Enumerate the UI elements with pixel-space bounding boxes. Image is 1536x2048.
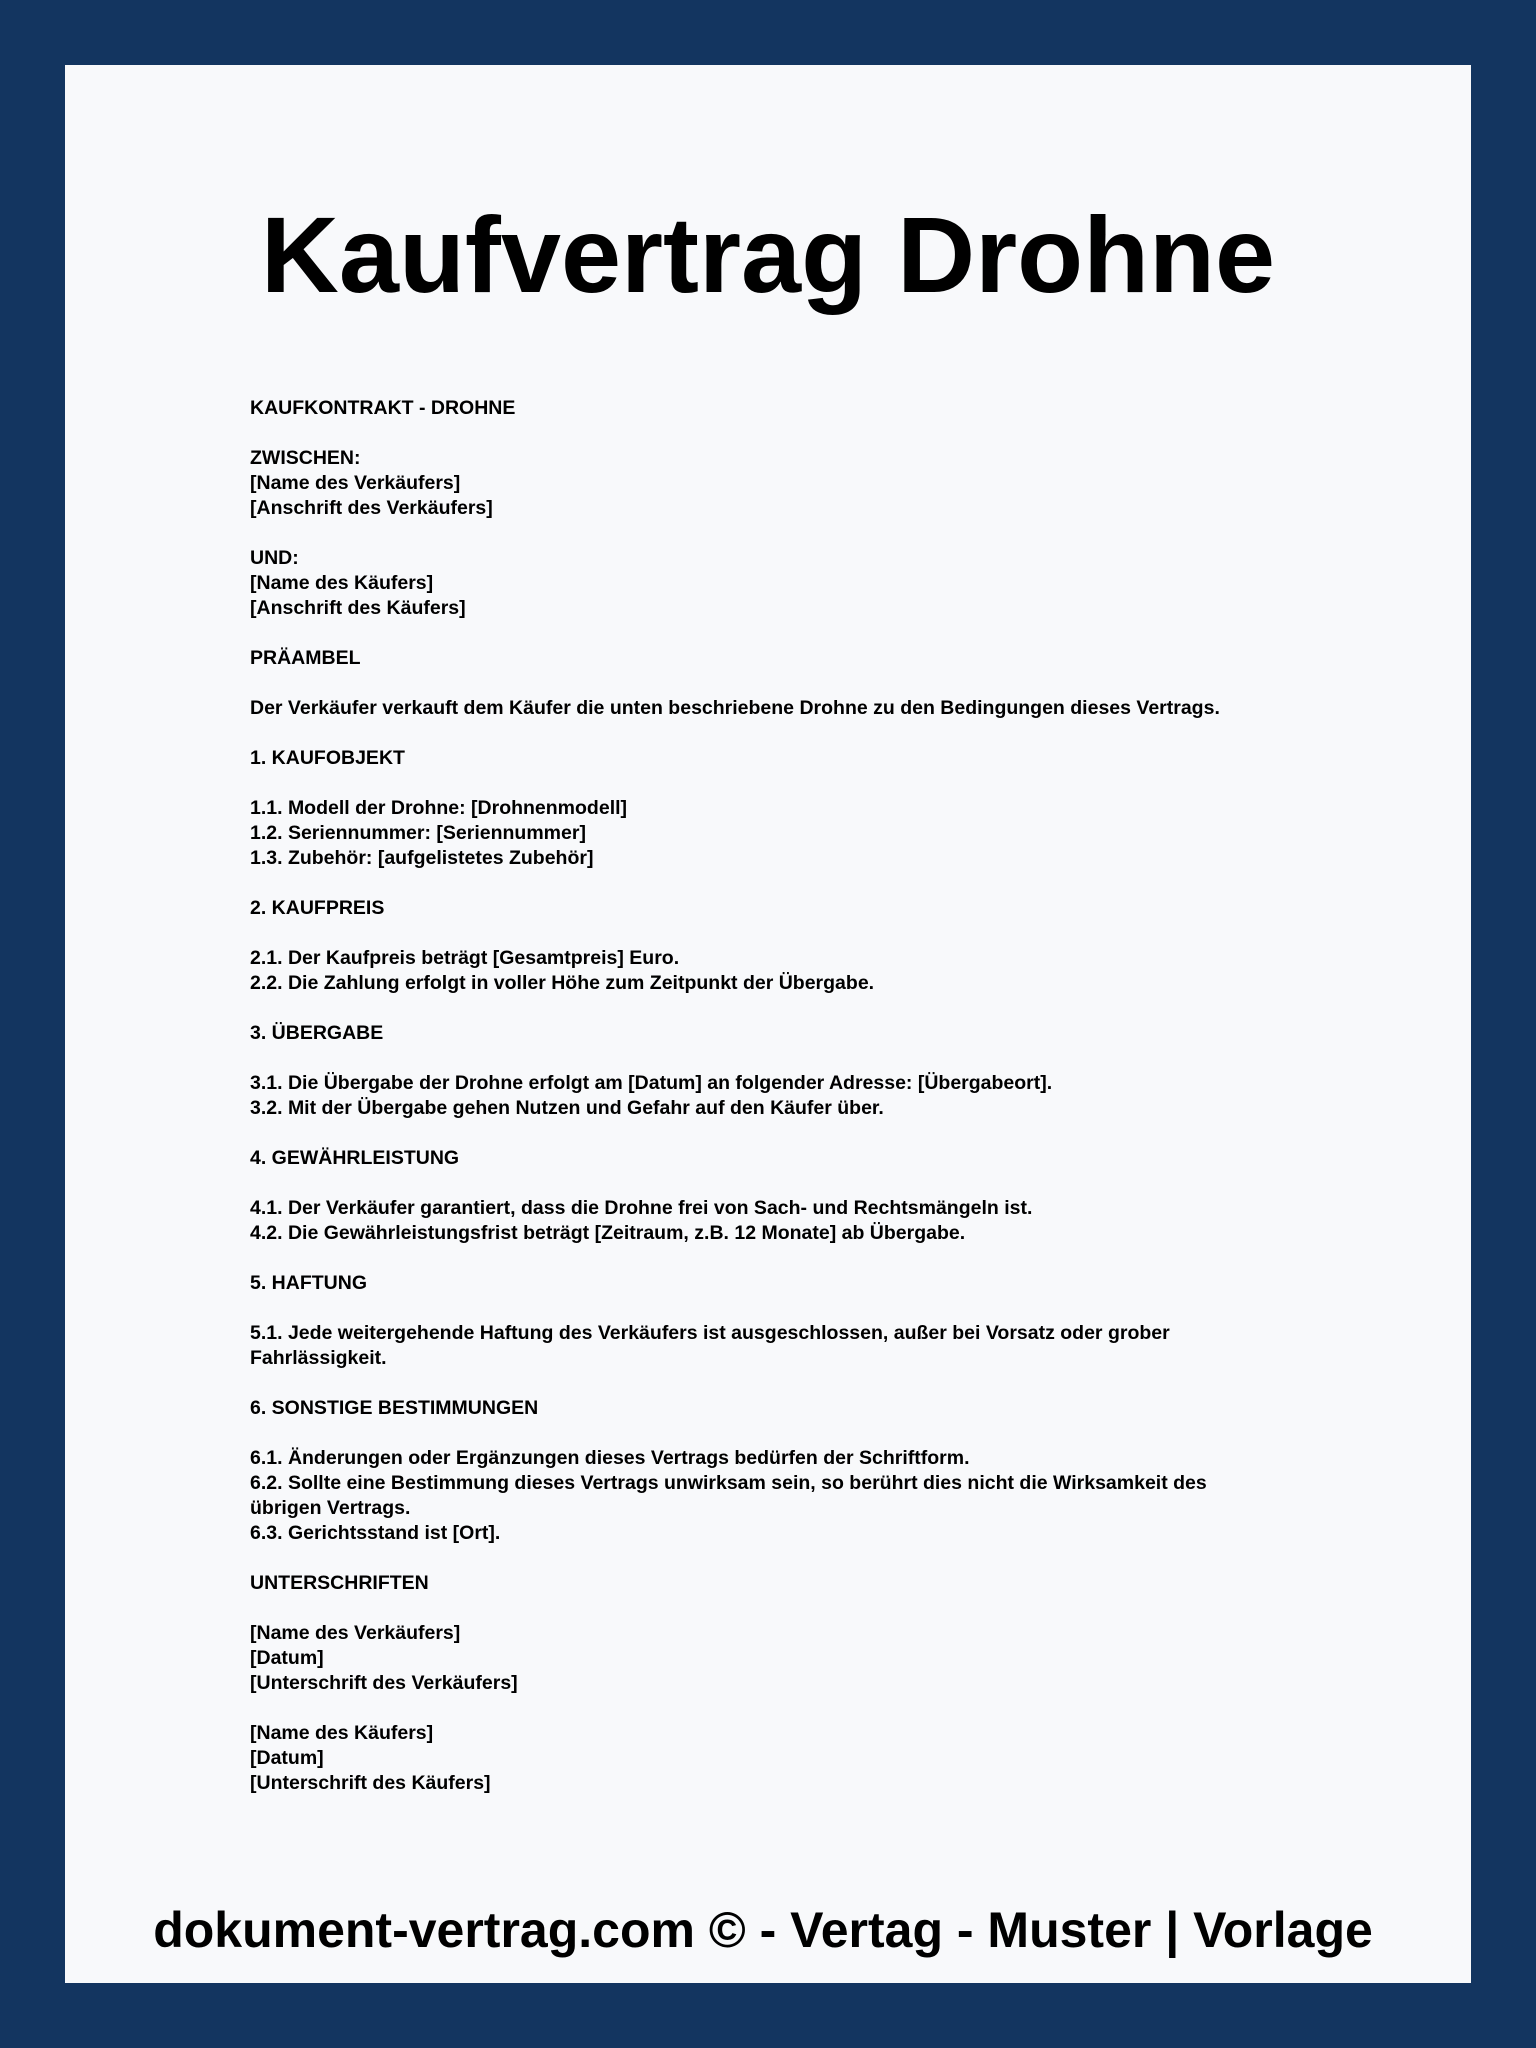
paragraph-line: 1. KAUFOBJEKT <box>250 747 405 769</box>
contract-paragraph <box>250 396 1290 421</box>
paragraph-line: [Anschrift des Käufers] <box>250 597 466 619</box>
paragraph-line: 1.2. Seriennummer: [Seriennummer] <box>250 822 586 844</box>
paragraph-line: 3.2. Mit der Übergabe gehen Nutzen und Gefahr auf den Käufer über. <box>250 1097 884 1119</box>
contract-paragraph <box>250 1146 1290 1171</box>
contract-paragraph <box>250 946 1290 996</box>
contract-paragraph <box>250 896 1290 921</box>
paragraph-line: übrigen Vertrags. <box>250 1497 411 1519</box>
paragraph-line: UNTERSCHRIFTEN <box>250 1572 429 1594</box>
paragraph-line: 6.2. Sollte eine Bestimmung dieses Vertrags unwirksam sein, so berührt dies nicht die Wirksamkeit des <box>250 1472 1207 1494</box>
contract-paragraph <box>250 746 1290 771</box>
paragraph-line: [Name des Käufers] <box>250 1722 434 1744</box>
contract-paragraph <box>250 696 1290 721</box>
paragraph-line: Fahrlässigkeit. <box>250 1347 387 1369</box>
contract-paragraph <box>250 446 1290 521</box>
paragraph-line: [Name des Käufers] <box>250 572 434 594</box>
paragraph-line: 1.3. Zubehör: [aufgelistetes Zubehör] <box>250 847 594 869</box>
paragraph-line: 5. HAFTUNG <box>250 1272 367 1294</box>
contract-paragraph <box>250 1446 1290 1546</box>
paragraph-line: 4.1. Der Verkäufer garantiert, dass die Drohne frei von Sach- und Rechtsmängeln ist. <box>250 1197 1033 1219</box>
contract-paragraph <box>250 1621 1290 1696</box>
paragraph-line: [Name des Verkäufers] <box>250 1622 461 1644</box>
document-body <box>250 396 1290 1821</box>
contract-paragraph <box>250 646 1290 671</box>
paragraph-line: 6.1. Änderungen oder Ergänzungen dieses Vertrags bedürfen der Schriftform. <box>250 1447 970 1469</box>
paragraph-line: UND: <box>250 547 299 569</box>
contract-paragraph <box>250 1196 1290 1246</box>
paragraph-line: 3. ÜBERGABE <box>250 1022 384 1044</box>
contract-paragraph <box>250 1321 1290 1371</box>
contract-paragraph <box>250 1571 1290 1596</box>
contract-paragraph <box>250 796 1290 871</box>
paragraph-line: 5.1. Jede weitergehende Haftung des Verkäufers ist ausgeschlossen, außer bei Vorsatz oder grober <box>250 1322 1170 1344</box>
paragraph-line: [Datum] <box>250 1747 324 1769</box>
paragraph-line: [Unterschrift des Verkäufers] <box>250 1672 518 1694</box>
paragraph-line: KAUFKONTRAKT - DROHNE <box>250 397 516 419</box>
contract-paragraph <box>250 546 1290 621</box>
paragraph-line: 2. KAUFPREIS <box>250 897 385 919</box>
contract-paragraph <box>250 1396 1290 1421</box>
paragraph-line: Der Verkäufer verkauft dem Käufer die unten beschriebene Drohne zu den Bedingungen dieses Vertrags. <box>250 697 1220 719</box>
paragraph-line: [Datum] <box>250 1647 324 1669</box>
contract-paragraph <box>250 1271 1290 1296</box>
paragraph-line: 6.3. Gerichtsstand ist [Ort]. <box>250 1522 501 1544</box>
contract-paragraph <box>250 1021 1290 1046</box>
paragraph-line: [Unterschrift des Käufers] <box>250 1772 491 1794</box>
paragraph-line: 4. GEWÄHRLEISTUNG <box>250 1147 460 1169</box>
paragraph-line: 6. SONSTIGE BESTIMMUNGEN <box>250 1397 539 1419</box>
paragraph-line: [Anschrift des Verkäufers] <box>250 497 493 519</box>
paragraph-line: 1.1. Modell der Drohne: [Drohnenmodell] <box>250 797 628 819</box>
paragraph-line: 4.2. Die Gewährleistungsfrist beträgt [Zeitraum, z.B. 12 Monate] ab Übergabe. <box>250 1222 966 1244</box>
paragraph-line: 2.1. Der Kaufpreis beträgt [Gesamtpreis] Euro. <box>250 947 680 969</box>
paragraph-line: [Name des Verkäufers] <box>250 472 461 494</box>
paragraph-line: ZWISCHEN: <box>250 447 361 469</box>
footer-watermark: dokument-vertrag.com © - Vertag - Muster | Vorlage <box>153 1902 1373 1958</box>
paragraph-line: 2.2. Die Zahlung erfolgt in voller Höhe zum Zeitpunkt der Übergabe. <box>250 972 875 994</box>
contract-paragraph <box>250 1071 1290 1121</box>
document-title: Kaufvertrag Drohne <box>260 194 1276 315</box>
contract-paragraph <box>250 1721 1290 1796</box>
paragraph-line: 3.1. Die Übergabe der Drohne erfolgt am [Datum] an folgender Adresse: [Übergabeort]. <box>250 1072 1053 1094</box>
paragraph-line: PRÄAMBEL <box>250 647 361 669</box>
